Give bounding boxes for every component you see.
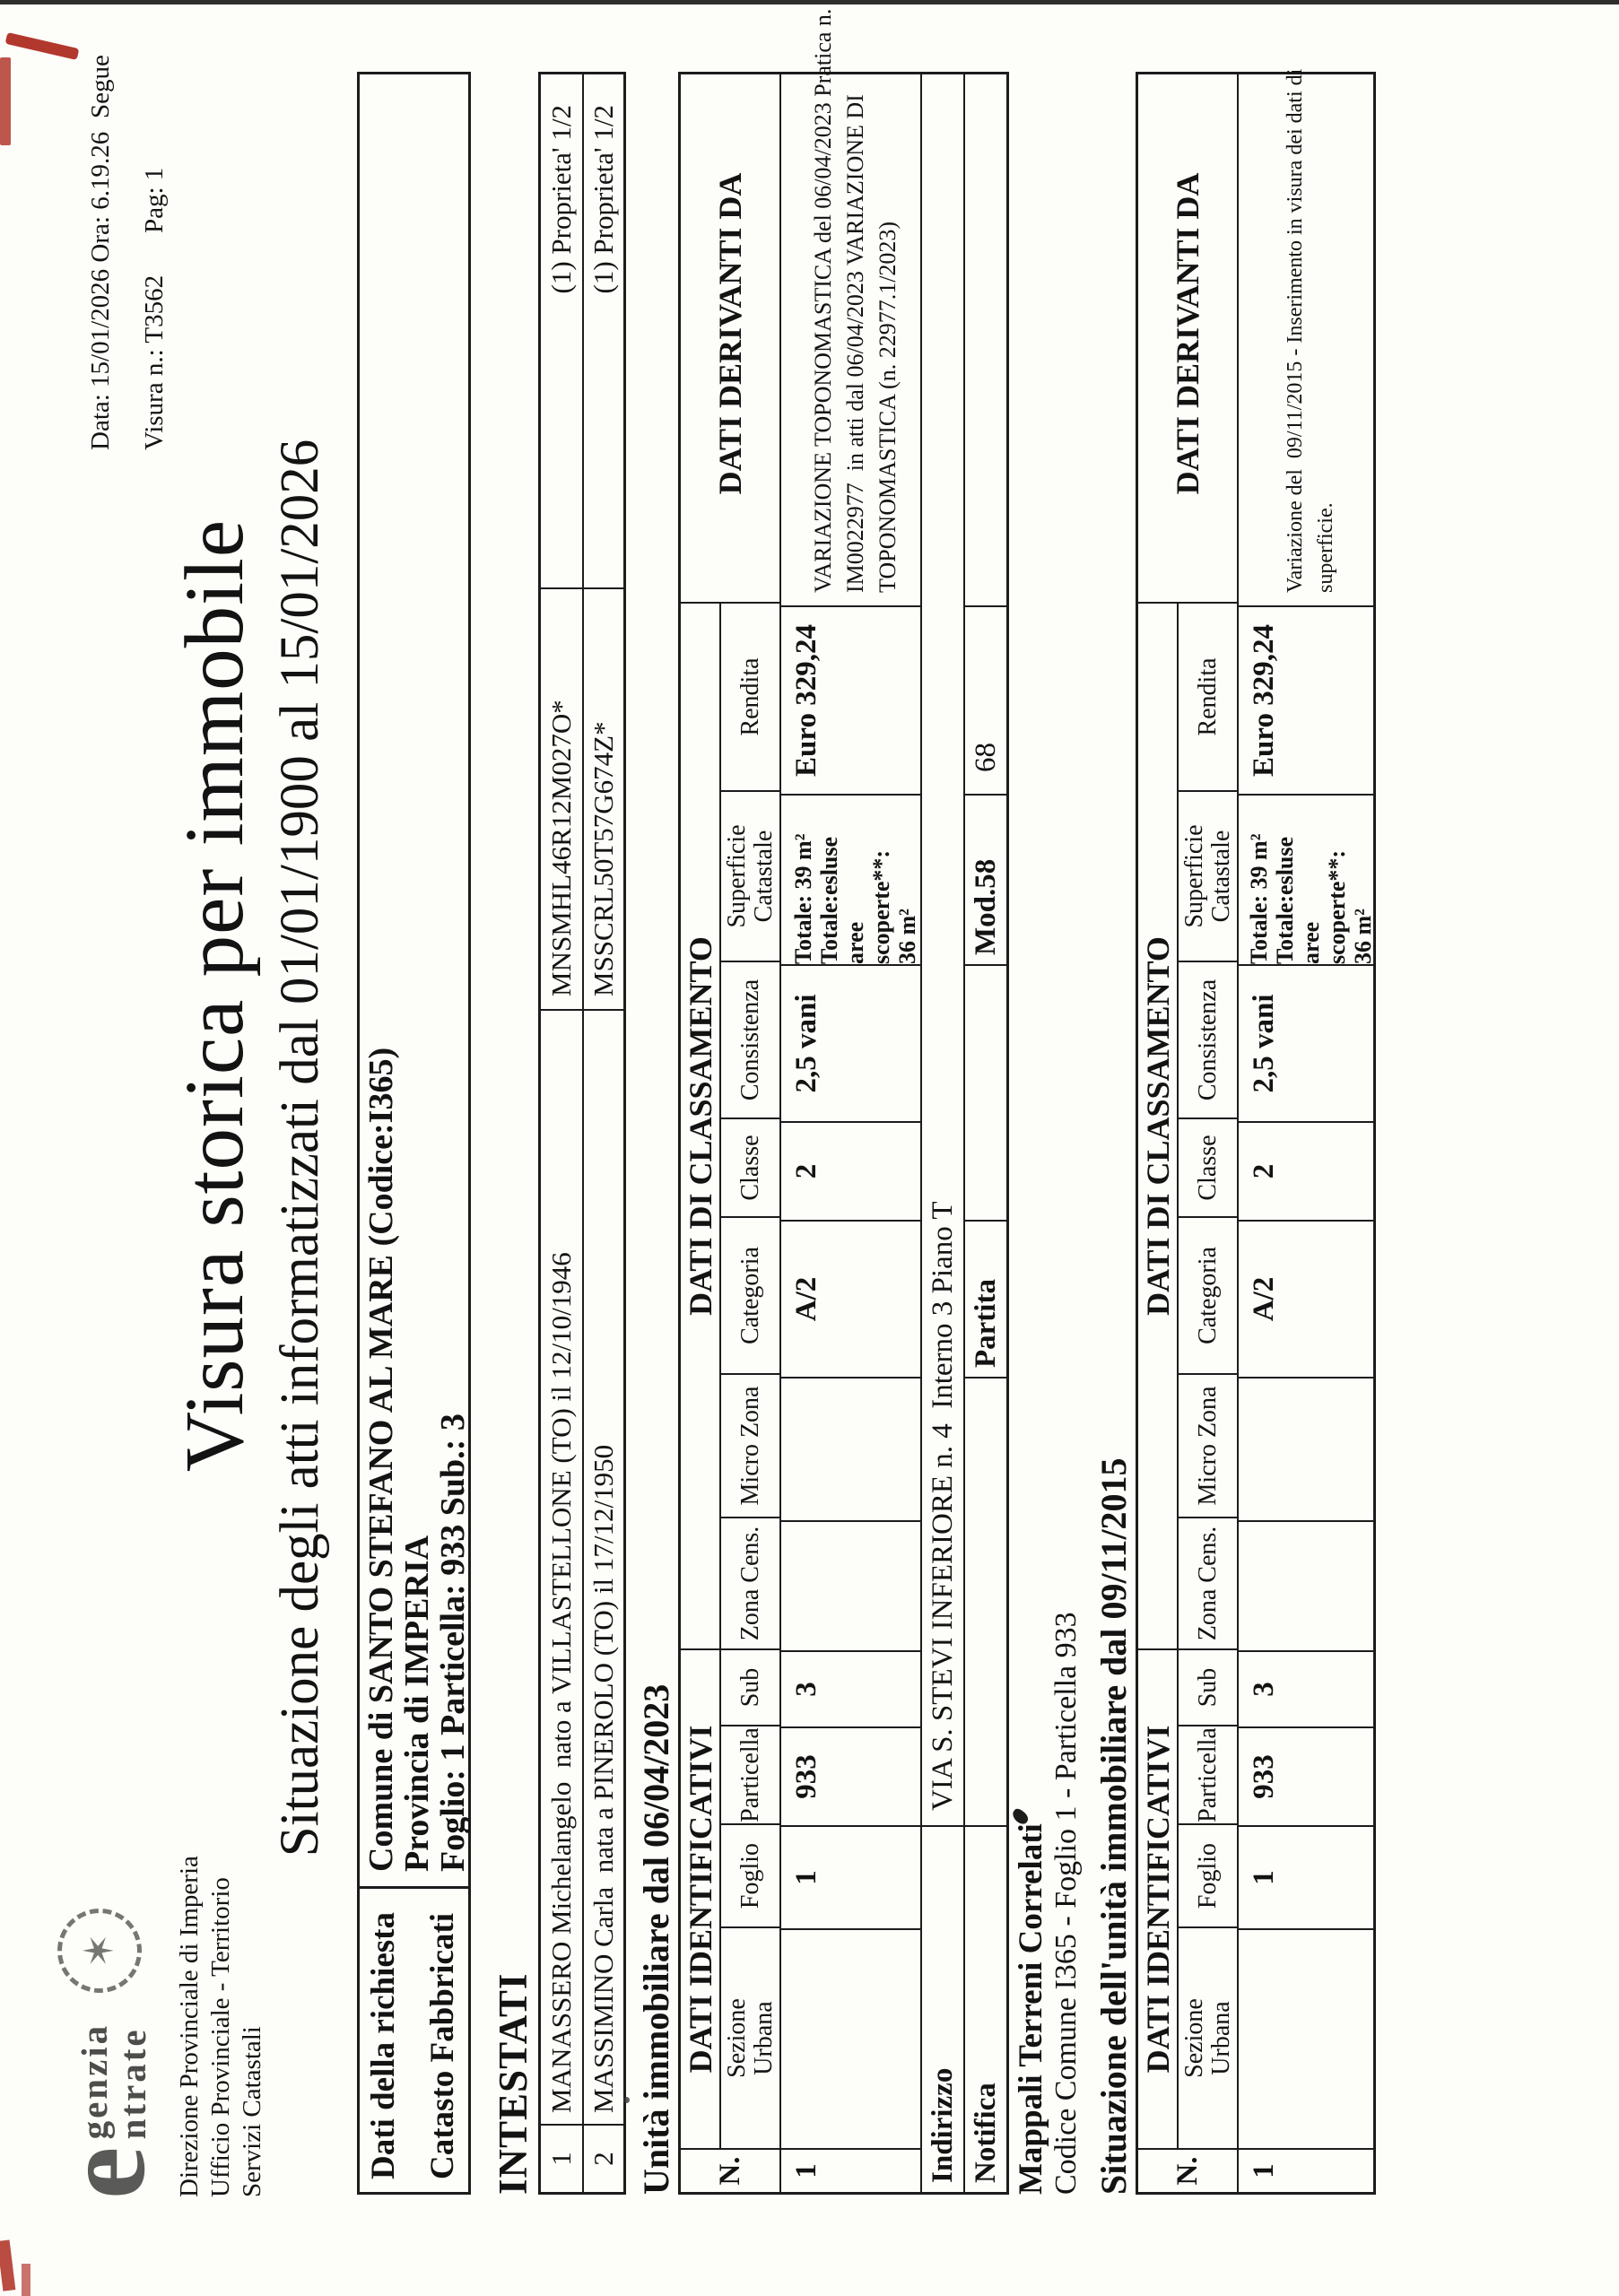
situazione-section-heading: Situazione dell'unità immobiliare dal 09/11/2015 (1093, 1457, 1134, 2195)
red-scan-mark (0, 57, 11, 145)
row-number: 1 (545, 2152, 577, 2166)
group-title: DATI DI CLASSAMENTO (681, 604, 721, 1648)
red-scan-mark (5, 32, 80, 60)
value-derivanti: VARIAZIONE TOPONOMASTICA del 06/04/2023 Pratica n. IM0022977 in atti dal 06/04/2023 VARIAZIONE DI TOPONOMASTICA (n. 22977.1/2023) (781, 4, 920, 607)
value-particella: 933 (781, 1728, 920, 1827)
table-row (541, 74, 582, 2192)
value-classe: 2 (781, 1123, 920, 1222)
ink-dot (623, 2097, 630, 2103)
group-derivanti: DATI DERIVANTI DA (681, 65, 779, 604)
logo-word-genzia: genzia (74, 2022, 115, 2140)
col-sub: Sub (721, 1650, 779, 1726)
holder-name: MASSIMINO Carla nata a PINEROLO (TO) il 17/12/1950 (584, 1011, 623, 2126)
indirizzo-value: VIA S. STEVI INFERIORE n. 4 Interno 3 Piano T (922, 74, 963, 1827)
group-title: DATI IDENTIFICATIVI (1138, 1650, 1179, 2148)
logo-wordmark (75, 2023, 152, 2140)
partita-empty (965, 966, 1006, 1222)
col-micro-zona: Micro Zona (1179, 1375, 1237, 1518)
col-particella: Particella (721, 1726, 779, 1825)
document-subtitle: Situazione degli atti informatizzati dal 01/01/1900 al 15/01/2026 (270, 439, 330, 1857)
col-sezione-urbana: Sezione Urbana (722, 1998, 778, 2078)
org-line-1: Direzione Provinciale di Imperia (175, 1856, 204, 2197)
col-consistenza: Consistenza (721, 962, 779, 1119)
request-box-labels (360, 1886, 468, 2192)
notifica-tail-empty (965, 69, 1006, 607)
group-identificativi (681, 1650, 779, 2150)
value-zona (1239, 1522, 1373, 1652)
partita-label: Partita (965, 1222, 1006, 1378)
property-rights: (1) Proprieta' 1/2 (584, 74, 623, 589)
request-data-box (357, 72, 471, 2195)
mappali-heading: Mappali Terreni Correlati (1013, 1823, 1049, 2195)
visura-number: Visura n.: T3562 (140, 274, 169, 450)
scan-edge-shadow (0, 0, 1619, 4)
group-identificativi (1138, 1650, 1237, 2150)
mod58-value: 68 (965, 607, 1006, 796)
value-micro (1239, 1378, 1373, 1522)
catasto-label: Catasto Fabbricati (424, 1913, 461, 2179)
star-icon: ✶ (76, 1933, 122, 1969)
col-rendita: Rendita (721, 604, 779, 792)
col-foglio: Foglio (1179, 1825, 1237, 1928)
foglio-particella-line: Foglio: 1 Particella: 933 Sub.: 3 (434, 1413, 472, 1872)
republic-emblem-icon (57, 1909, 142, 1993)
group-classamento (681, 604, 779, 1650)
value-zona (781, 1522, 920, 1652)
unit-section-heading: Unità immobiliare dal 06/04/2023 (636, 1683, 676, 2195)
table-row (1237, 68, 1376, 2192)
value-rendita: Euro 329,24 (1239, 607, 1373, 796)
value-rendita: Euro 329,24 (781, 607, 920, 796)
property-rights: (1) Proprieta' 1/2 (541, 74, 582, 589)
col-sub: Sub (1179, 1650, 1237, 1726)
value-n: 1 (1248, 2163, 1280, 2179)
table-row (779, 8, 920, 2192)
col-categoria: Categoria (721, 1218, 779, 1375)
col-zona-cens: Zona Cens. (1193, 1526, 1222, 1641)
group-title: DATI DI CLASSAMENTO (1138, 604, 1179, 1648)
date-time-line: Data: 15/01/2026 Ora: 6.19.26 (86, 131, 115, 450)
col-sezione-urbana: Sezione Urbana (1179, 1998, 1235, 2078)
table-header (1138, 74, 1237, 2192)
value-sezione (781, 1930, 920, 2150)
logo-e-glyph: e (38, 2146, 170, 2199)
group-title: DATI IDENTIFICATIVI (681, 1650, 721, 2148)
value-sub: 3 (781, 1652, 920, 1728)
unit-data-table (678, 8, 1009, 2195)
request-label: Dati della richiesta (365, 1911, 402, 2179)
value-superficie: Totale: 39 m² Totale:esluse aree scoperte**: 36 m² (781, 796, 920, 966)
col-categoria: Categoria (1179, 1218, 1237, 1375)
value-sezione (1239, 1930, 1373, 2150)
value-consistenza: 2,5 vani (781, 966, 920, 1123)
fiscal-code: MNSMHL46R12M027O* (541, 589, 582, 1011)
intestati-heading: INTESTATI (491, 1972, 535, 2195)
col-classe: Classe (1179, 1119, 1237, 1218)
fiscal-code: MSSCRL50T57G674Z* (584, 589, 623, 1011)
col-n: N. (713, 2156, 746, 2186)
red-scan-mark (22, 2264, 30, 2296)
row-number: 2 (588, 2152, 619, 2166)
col-rendita: Rendita (1179, 604, 1237, 792)
segue-label: Segue (86, 55, 115, 118)
col-superficie: Superficie Catastale (1179, 792, 1237, 962)
agenzia-entrate-logo (38, 1909, 170, 2199)
comune-line: Comune di SANTO STEFANO AL MARE (Codice:I365) (362, 1047, 400, 1872)
document-title: Visura storica per immobile (169, 518, 261, 1473)
col-n: N. (1171, 2156, 1204, 2186)
value-derivanti: Variazione del 09/11/2015 - Inserimento in visura dei dati di superficie. (1239, 64, 1373, 607)
col-superficie: Superficie Catastale (721, 792, 779, 962)
page-number: Pag: 1 (140, 167, 169, 233)
org-line-2: Ufficio Provinciale - Territorio (206, 1877, 235, 2197)
value-categoria: A/2 (781, 1222, 920, 1378)
col-classe: Classe (721, 1119, 779, 1218)
notifica-row (963, 74, 1006, 2192)
value-categoria: A/2 (1239, 1222, 1373, 1378)
value-micro (781, 1378, 920, 1522)
red-scan-mark (0, 2239, 15, 2291)
col-particella: Particella (1179, 1726, 1237, 1825)
value-consistenza: 2,5 vani (1239, 966, 1373, 1123)
notifica-label: Notifica (969, 2083, 1002, 2183)
value-foglio: 1 (1239, 1827, 1373, 1930)
col-zona-cens: Zona Cens. (736, 1526, 764, 1641)
value-particella: 933 (1239, 1728, 1373, 1827)
request-box-values (360, 74, 472, 1886)
situazione-data-table (1136, 68, 1376, 2195)
col-consistenza: Consistenza (1179, 962, 1237, 1119)
notifica-empty (965, 1378, 1006, 1827)
mod58-label: Mod.58 (965, 796, 1006, 966)
intestati-table (538, 72, 626, 2195)
value-n: 1 (790, 2163, 823, 2179)
value-sub: 3 (1239, 1652, 1373, 1728)
value-superficie: Totale: 39 m² Totale:esluse aree scoperte**: 36 m² (1239, 796, 1373, 966)
logo-word-ntrate: ntrate (112, 2027, 153, 2140)
col-micro-zona: Micro Zona (721, 1375, 779, 1518)
provincia-line: Provincia di IMPERIA (398, 1535, 436, 1872)
group-classamento (1138, 604, 1237, 1650)
group-derivanti: DATI DERIVANTI DA (1138, 65, 1237, 604)
table-header (681, 74, 779, 2192)
col-foglio: Foglio (721, 1825, 779, 1928)
value-classe: 2 (1239, 1123, 1373, 1222)
indirizzo-row (920, 74, 963, 2192)
holder-name: MANASSERO Michelangelo nato a VILLASTELLONE (TO) il 12/10/1946 (541, 1011, 582, 2126)
table-row (582, 74, 623, 2192)
value-foglio: 1 (781, 1827, 920, 1930)
org-line-3: Servizi Catastali (238, 2026, 266, 2197)
indirizzo-label: Indirizzo (926, 2067, 959, 2183)
mappali-codice-line: Codice Comune I365 - Foglio 1 - Particella 933 (1049, 1612, 1083, 2195)
